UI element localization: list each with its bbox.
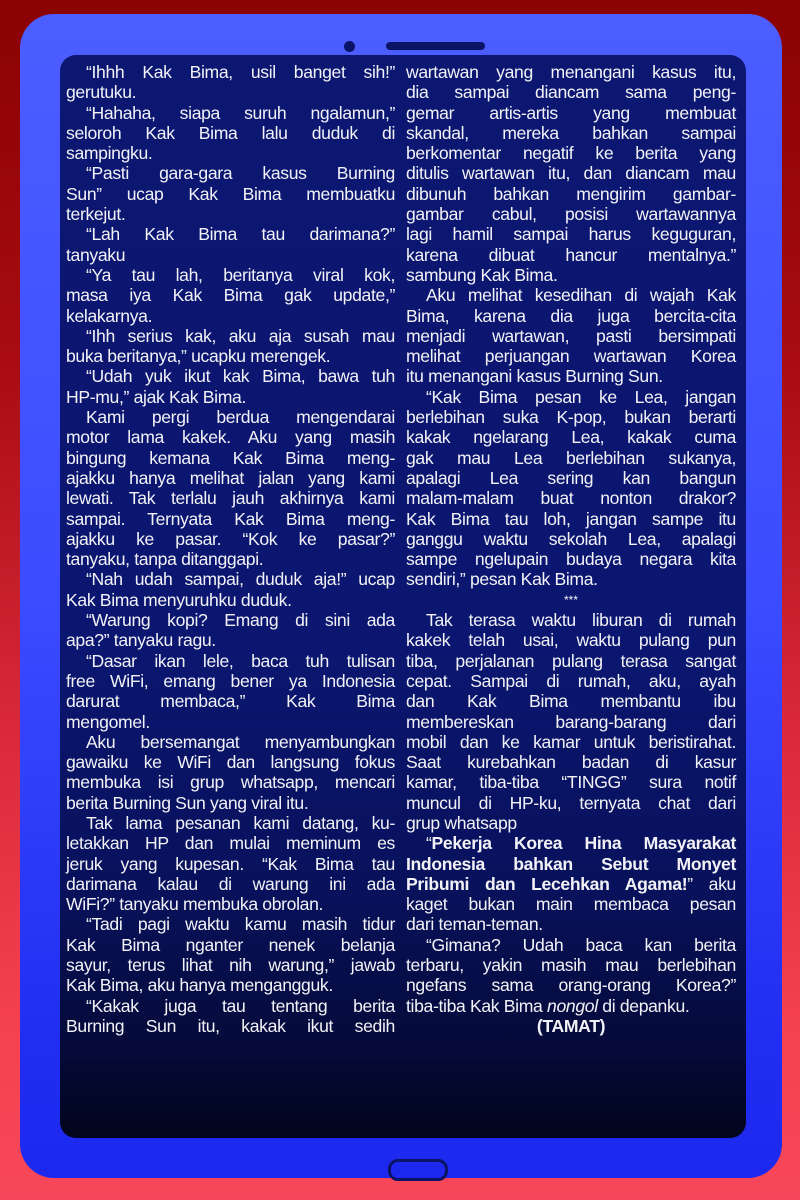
text-line: jeruk yang kupesan. “Kak Bima tau [66, 853, 395, 874]
text-line: HP-mu,” ajak Kak Bima. [66, 386, 247, 407]
story-column-left [66, 62, 395, 1036]
screen [60, 55, 746, 1138]
text-line: Kami pergi berdua mengendarai [86, 407, 395, 428]
text-line: ditulis wartawan itu, dan diancam mau [406, 163, 736, 184]
text-line: sampe ngelupain budaya negara kita [406, 549, 736, 570]
text-line: Aku melihat kesedihan di wajah Kak [426, 285, 736, 306]
text-line: sampai. Ternyata Kak Bima meng- [66, 508, 395, 529]
text-line: “Gimana? Udah baca kan berita [426, 934, 736, 955]
text-line: apalagi Lea sering kan bangun [406, 467, 736, 488]
text-line: “Warung kopi? Emang di sini ada [86, 610, 395, 631]
text-line: “Tadi pagi waktu kamu masih tidur [86, 914, 395, 935]
text-fragment: tiba-tiba Kak Bima [406, 995, 548, 1016]
text-line: sayur, terus lihat nih warung,” jawab [66, 955, 395, 976]
text-line: melihat perjuangan wartawan Korea [406, 346, 736, 367]
text-line: gerutuku. [66, 82, 137, 103]
text-line: berkomentar negatif ke berita yang [406, 143, 736, 164]
text-line: “Kak Bima pesan ke Lea, jangan [426, 386, 736, 407]
text-line: bingung kemana Kak Bima meng- [66, 447, 395, 468]
text-line: buka beritanya,” ucapku merengek. [66, 346, 331, 367]
text-line: skandal, mereka bahkan sampai [406, 122, 736, 143]
home-button[interactable] [388, 1159, 448, 1181]
headline-text: Pribumi dan Lecehkan Agama! [406, 873, 688, 894]
headline-line [406, 833, 736, 853]
text-line: “Kakak juga tau tentang berita [86, 995, 395, 1016]
text-line: WiFi?” tanyaku membuka obrolan. [66, 894, 324, 915]
text-line: kamar, tiba-tiba “TINGG” sura notif [406, 772, 736, 793]
text-line: sampingku. [66, 143, 153, 164]
text-line: tiba, perjalanan pulang terasa sangat [406, 650, 736, 671]
text-line: Bima, karena dia juga bercita-cita [406, 305, 736, 326]
text-line: ajakku ke pasar. “Kok ke pasar?” [66, 528, 395, 549]
text-line: kaget bukan main membaca pesan [406, 894, 736, 915]
text-line: “Pasti gara-gara kasus Burning [86, 163, 395, 184]
text-line: darimana kalau di warung ini ada [66, 873, 395, 894]
text-line: kelakarnya. [66, 305, 153, 326]
text-line: malam-malam buat nonton drakor? [406, 488, 736, 509]
text-line: ajakku hanya melihat jalan yang kami [66, 467, 395, 488]
text-line: karena dibuat hancur mentalnya.” [406, 244, 736, 265]
text-fragment: di depanku. [597, 995, 690, 1016]
headline-line: Indonesia bahkan Sebut Monyet [406, 853, 736, 874]
text-line: kakak ngelarang Lea, kakak cuma [406, 427, 736, 448]
text-line: seloroh Kak Bima lalu duduk di [66, 122, 395, 143]
text-line: gambar cabul, posisi wartawannya [406, 204, 736, 225]
text-line: Tak lama pesanan kami datang, ku- [86, 812, 395, 833]
text-line: gawaiku ke WiFi dan langsung fokus [66, 752, 395, 773]
text-line: Burning Sun itu, kakak ikut sedih [66, 1015, 395, 1036]
text-line: terbaru, yakin masih mau berlebihan [406, 955, 736, 976]
text-line: “Dasar ikan lele, baca tuh tulisan [86, 650, 395, 671]
text-line: membereskan barang-barang dari [406, 711, 736, 732]
text-line: Aku bersemangat menyambungkan [86, 731, 395, 752]
text-line: lagi hamil sampai harus keguguran, [406, 224, 736, 245]
text-line: dari teman-teman. [406, 914, 543, 935]
text-line: “Ihhh Kak Bima, usil banget sih!” [86, 62, 395, 82]
text-line: itu menangani kasus Burning Sun. [406, 366, 663, 387]
text-line: muncul di HP-ku, ternyata chat dari [406, 792, 736, 813]
text-line: berlebihan suka K-pop, bukan berarti [406, 407, 736, 428]
text-line: dan Kak Bima membantu ibu [406, 691, 736, 712]
text-line: Sun” ucap Kak Bima membuatku [66, 183, 395, 204]
text-line: sendiri,” pesan Kak Bima. [406, 569, 598, 590]
text-line: masa iya Kak Bima gak update,” [66, 285, 395, 306]
text-line: “Udah yuk ikut kak Bima, bawa tuh [86, 366, 395, 387]
text-line: ganggu waktu sekolah Lea, apalagi [406, 528, 736, 549]
text-line: lewati. Tak terlalu jauh akhirnya kami [66, 488, 395, 509]
text-line: motor lama kakek. Aku yang masih [66, 427, 395, 448]
speaker-icon [386, 42, 485, 50]
text-line: menjadi wartawan, pasti bersimpati [406, 325, 736, 346]
story-column-right [406, 62, 736, 1036]
text-line: berita Burning Sun yang viral itu. [66, 792, 309, 813]
text-line: “Nah udah sampai, duduk aja!” ucap [86, 569, 395, 590]
text-line: ngefans sama orang-orang Korea?” [406, 975, 736, 996]
text-line: letakkan HP dan mulai meminum es [66, 833, 395, 854]
text-line: “Ya tau lah, beritanya viral kok, [86, 264, 395, 285]
ending-label: (TAMAT) [536, 1015, 606, 1036]
text-line: Kak Bima tau loh, jangan sampe itu [406, 508, 736, 529]
text-line: Tak terasa waktu liburan di rumah [426, 610, 736, 631]
text-line: sambung Kak Bima. [406, 264, 558, 285]
text-line: free WiFi, emang bener ya Indonesia [66, 670, 395, 691]
text-line: “Lah Kak Bima tau darimana?” [86, 224, 395, 245]
text-line: mengomel. [66, 711, 150, 732]
text-line: membuka isi grup whatsapp, mencari [66, 772, 395, 793]
text-line: apa?” tanyaku ragu. [66, 630, 216, 651]
text-line: gemar artis-artis yang membuat [406, 102, 736, 123]
text-line: kakek telah usai, waktu pulang pun [406, 630, 736, 651]
text-line: cepat. Sampai di rumah, aku, ayah [406, 670, 736, 691]
section-break: *** [563, 592, 578, 607]
text-line: grup whatsapp [406, 812, 517, 833]
text-line: wartawan yang menangani kasus itu, [406, 62, 736, 82]
italic-word: nongol [547, 995, 598, 1016]
text-line: Kak Bima nganter nenek belanja [66, 934, 395, 955]
text-line: tanyaku [66, 244, 126, 265]
text-line: Saat kurebahkan badan di kasur [406, 752, 736, 773]
text-line: darurat membaca,” Kak Bima [66, 691, 395, 712]
open-quote: “ [426, 833, 432, 854]
text-line: Kak Bima, aku hanya mengangguk. [66, 975, 333, 996]
text-line: mobil dan ke kamar untuk beristirahat. [406, 731, 736, 752]
text-line: terkejut. [66, 204, 126, 225]
text-line: dibunuh bahkan mengirim gambar- [406, 183, 736, 204]
text-line [406, 996, 736, 1016]
text-line: tanyaku, tanpa ditanggapi. [66, 549, 264, 570]
text-line: dia sampai diancam sama peng- [406, 82, 736, 103]
text-line: “Ihh serius kak, aku aja susah mau [86, 325, 395, 346]
text-line: “Hahaha, siapa suruh ngalamun,” [86, 102, 395, 123]
headline-text: Pekerja Korea Hina Masyarakat [431, 833, 736, 854]
camera-icon [344, 41, 355, 52]
text-line: gak mau Lea berlebihan sukanya, [406, 447, 736, 468]
headline-line [406, 874, 736, 894]
close-quote: ” aku [687, 873, 736, 894]
text-line: Kak Bima menyuruhku duduk. [66, 589, 292, 610]
